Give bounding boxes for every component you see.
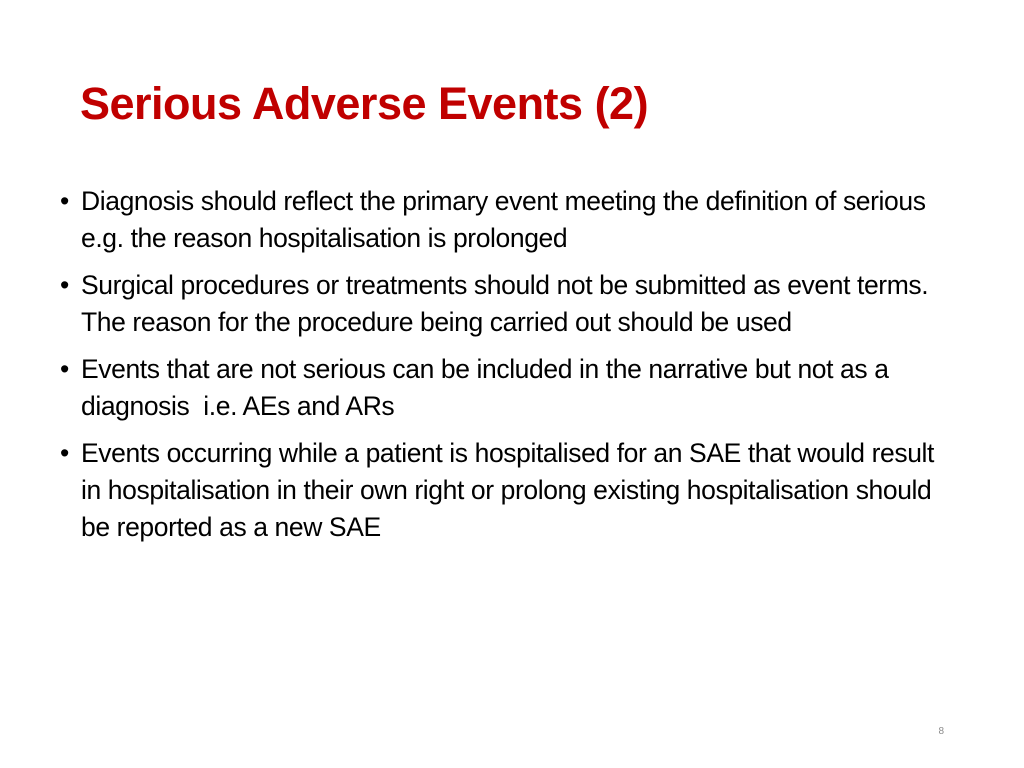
page-number: 8 [938,726,944,737]
bullet-text: Events that are not serious can be included in the narrative but not as a diagnosis i.e. AEs and ARs [81,354,896,421]
bullet-icon: • [60,186,69,216]
bullet-item [60,183,960,257]
bullet-text: Surgical procedures or treatments should not be submitted as event terms. The reason for the procedure being carried out should be used [81,270,935,337]
bullet-icon: • [60,270,69,300]
slide-title: Serious Adverse Events (2) [80,78,649,129]
bullet-icon: • [60,354,69,384]
bullet-text: Diagnosis should reflect the primary event meeting the definition of serious e.g. the reason hospitalisation is prolonged [81,186,933,253]
bullet-text: Events occurring while a patient is hospitalised for an SAE that would result in hospitalisation in their own right or prolong existing hospitalisation should be reported as a new SAE [81,438,941,542]
bullet-item [60,435,960,546]
bullet-list [60,183,960,556]
bullet-item [60,267,960,341]
bullet-item [60,351,960,425]
bullet-icon: • [60,438,69,468]
